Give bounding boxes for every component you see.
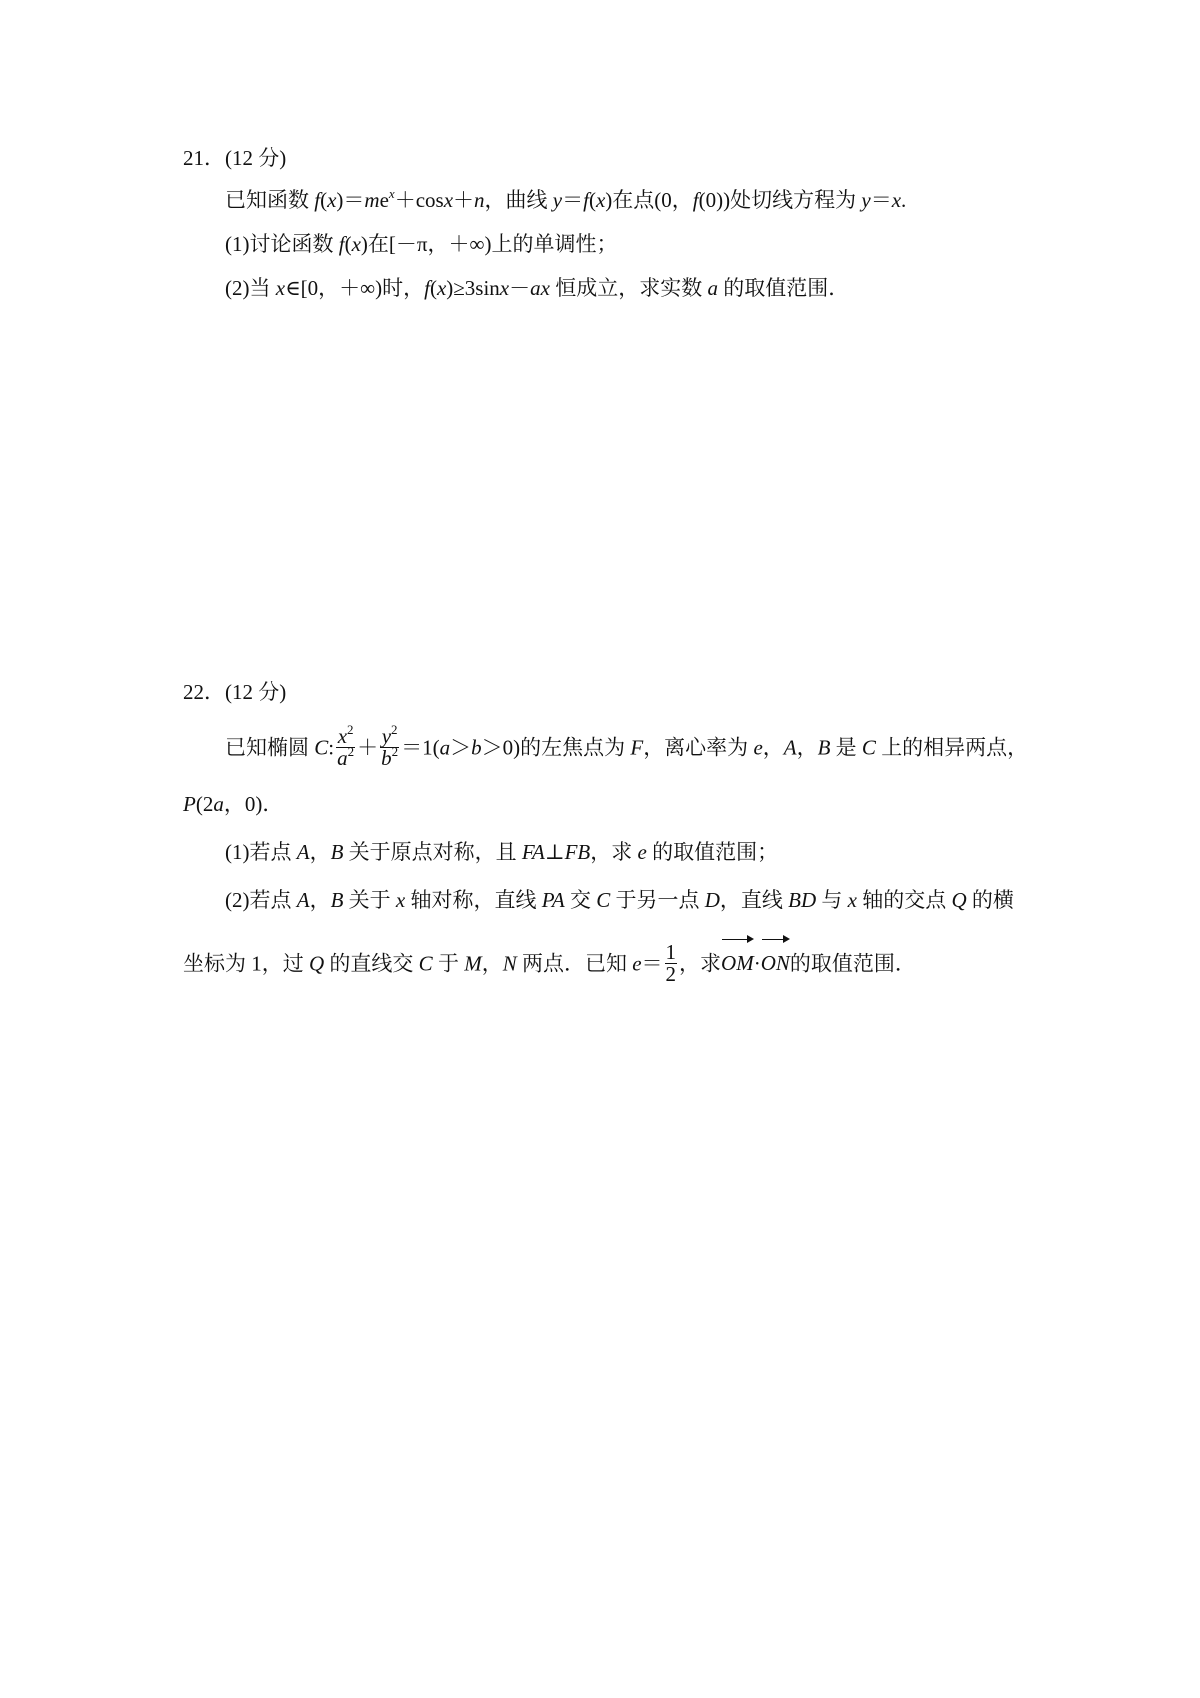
question-22-part-2-continued: 坐标为 1，过 Q 的直线交 C 于 M，N 两点．已知 e＝ $\frac{1}{2}$ ，求 OM· ON的取值范围． xyxy=(183,944,916,987)
question-22-part-2: (2)若点 A，B 关于 x 轴对称，直线 PA 交 C 于另一点 D，直线 BD 与 x 轴的交点 Q 的横 xyxy=(225,888,1014,912)
question-22-header: 22．(12 分) xyxy=(183,680,287,704)
question-21-part-1: (1)讨论函数 f(x)在[－π，＋∞)上的单调性； xyxy=(225,232,618,256)
question-21-header: 21．(12 分) xyxy=(183,146,287,170)
fraction-x2-over-a2: $\frac{x^2}{a^2}$ xyxy=(337,722,355,770)
vector-on: ON xyxy=(761,947,790,979)
question-22-part-1: (1)若点 A，B 关于原点对称，且 FA⊥FB，求 e 的取值范围； xyxy=(225,840,779,864)
vector-arrow-icon xyxy=(761,934,790,944)
fraction-y2-over-b2: $\frac{y^2}{b^2}$ xyxy=(381,722,399,770)
question-22-stem-continued: P(2a，0)． xyxy=(183,792,284,816)
vector-arrow-icon xyxy=(721,934,754,944)
question-21-part-2: (2)当 x∈[0，＋∞)时，f(x)≥3sinx－ax 恒成立，求实数 a 的取值范围． xyxy=(225,276,850,300)
question-21-stem: 已知函数 $f(x)=me^x+\cos x+n$，曲线 y＝f(x)在点(0，f(0))处切线方程为 y＝x. xyxy=(225,186,907,212)
question-22-stem: 已知椭圆 C: $\frac{x^2}{a^2}$ ＋ $\frac{y^2}{b^2}$ ＝1(a＞b＞0)的左焦点为 F，离心率为 e，A，B 是 C 上的相异两点， xyxy=(225,722,1029,770)
vector-om: OM xyxy=(721,947,754,979)
fraction-one-half: $\frac{1}{2}$ xyxy=(665,940,677,986)
